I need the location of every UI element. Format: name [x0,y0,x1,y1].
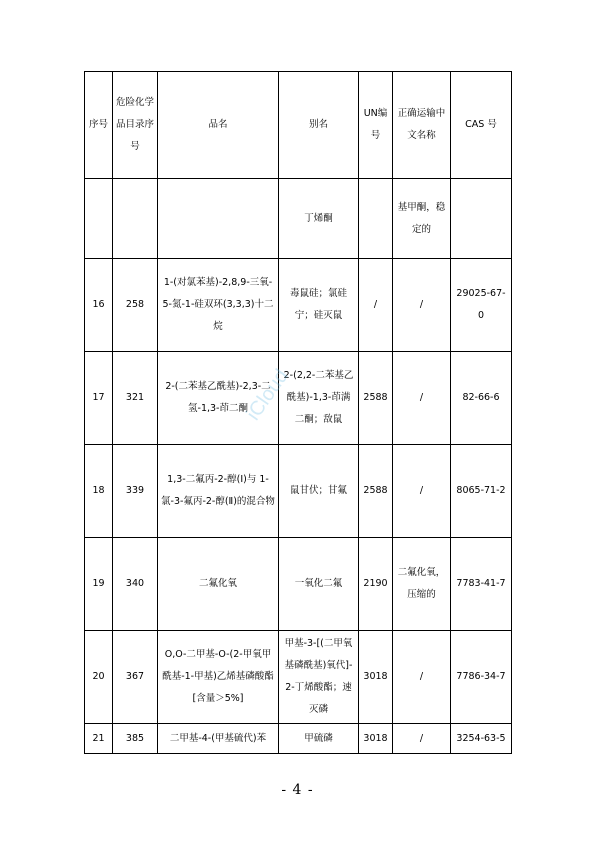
seq-cell [85,179,113,259]
un-number-cell: 2588 [359,352,393,445]
transport-name-cell: / [393,352,451,445]
header-row [85,72,512,179]
hazardous-chemicals-table [84,71,512,754]
un-number-cell [359,179,393,259]
transport-name-cell: 二氟化氧，压缩的 [393,538,451,631]
header-seq-cell: 序号 [85,72,113,179]
catalog-number-cell: 321 [113,352,158,445]
seq-cell: 18 [85,445,113,538]
table-row [85,179,512,259]
un-number-cell: 3018 [359,631,393,724]
header-product-name-cell: 品名 [158,72,279,179]
alias-cell: 甲基-3-[(二甲氧基磷酰基)氧代]-2-丁烯酸酯；速灭磷 [279,631,359,724]
cas-number-cell: 8065-71-2 [451,445,512,538]
product-name-cell: O,O-二甲基-O-(2-甲氧甲酰基-1-甲基)乙烯基磷酸酯[含量＞5%] [158,631,279,724]
table-row [85,352,512,445]
un-number-cell: 3018 [359,724,393,754]
transport-name-cell: / [393,631,451,724]
table-row [85,259,512,352]
alias-cell: 丁烯酮 [279,179,359,259]
cas-number-cell [451,179,512,259]
watermark-logo: iCloud [242,365,293,425]
catalog-number-cell: 258 [113,259,158,352]
cas-number-cell: 7783-41-7 [451,538,512,631]
alias-cell: 甲硫磷 [279,724,359,754]
header-alias-cell: 别名 [279,72,359,179]
catalog-number-cell: 367 [113,631,158,724]
catalog-number-cell: 385 [113,724,158,754]
product-name-cell: 二甲基-4-(甲基硫代)苯 [158,724,279,754]
alias-cell: 毒鼠硅；氯硅宁；硅灭鼠 [279,259,359,352]
page-number: - 4 - [281,782,314,798]
cas-number-cell: 7786-34-7 [451,631,512,724]
catalog-number-cell [113,179,158,259]
table-row [85,538,512,631]
product-name-cell: 二氟化氧 [158,538,279,631]
table-row [85,445,512,538]
alias-cell: 2-(2,2-二苯基乙酰基)-1,3-茚满二酮；敌鼠 [279,352,359,445]
table-row [85,631,512,724]
cas-number-cell: 3254-63-5 [451,724,512,754]
header-catalog-number-cell: 危险化学品目录序号 [113,72,158,179]
transport-name-cell: / [393,445,451,538]
un-number-cell: 2588 [359,445,393,538]
catalog-number-cell: 339 [113,445,158,538]
alias-cell: 鼠甘伏；甘氟 [279,445,359,538]
seq-cell: 17 [85,352,113,445]
product-name-cell [158,179,279,259]
product-name-cell: 1,3-二氟丙-2-醇(Ⅰ)与 1-氯-3-氟丙-2-醇(Ⅱ)的混合物 [158,445,279,538]
cas-number-cell: 82-66-6 [451,352,512,445]
seq-cell: 16 [85,259,113,352]
header-cas-number-cell: CAS 号 [451,72,512,179]
transport-name-cell: / [393,259,451,352]
seq-cell: 21 [85,724,113,754]
seq-cell: 19 [85,538,113,631]
product-name-cell: 1-(对氯苯基)-2,8,9-三氧-5-氮-1-硅双环(3,3,3)十二烷 [158,259,279,352]
un-number-cell: / [359,259,393,352]
header-un-number-cell: UN编号 [359,72,393,179]
seq-cell: 20 [85,631,113,724]
product-name-cell: 2-(二苯基乙酰基)-2,3-二氢-1,3-茚二酮 [158,352,279,445]
table-row [85,724,512,754]
transport-name-cell: 基甲酮，稳定的 [393,179,451,259]
catalog-number-cell: 340 [113,538,158,631]
header-transport-name-cell: 正确运输中文名称 [393,72,451,179]
alias-cell: 一氧化二氟 [279,538,359,631]
cas-number-cell: 29025-67-0 [451,259,512,352]
un-number-cell: 2190 [359,538,393,631]
transport-name-cell: / [393,724,451,754]
